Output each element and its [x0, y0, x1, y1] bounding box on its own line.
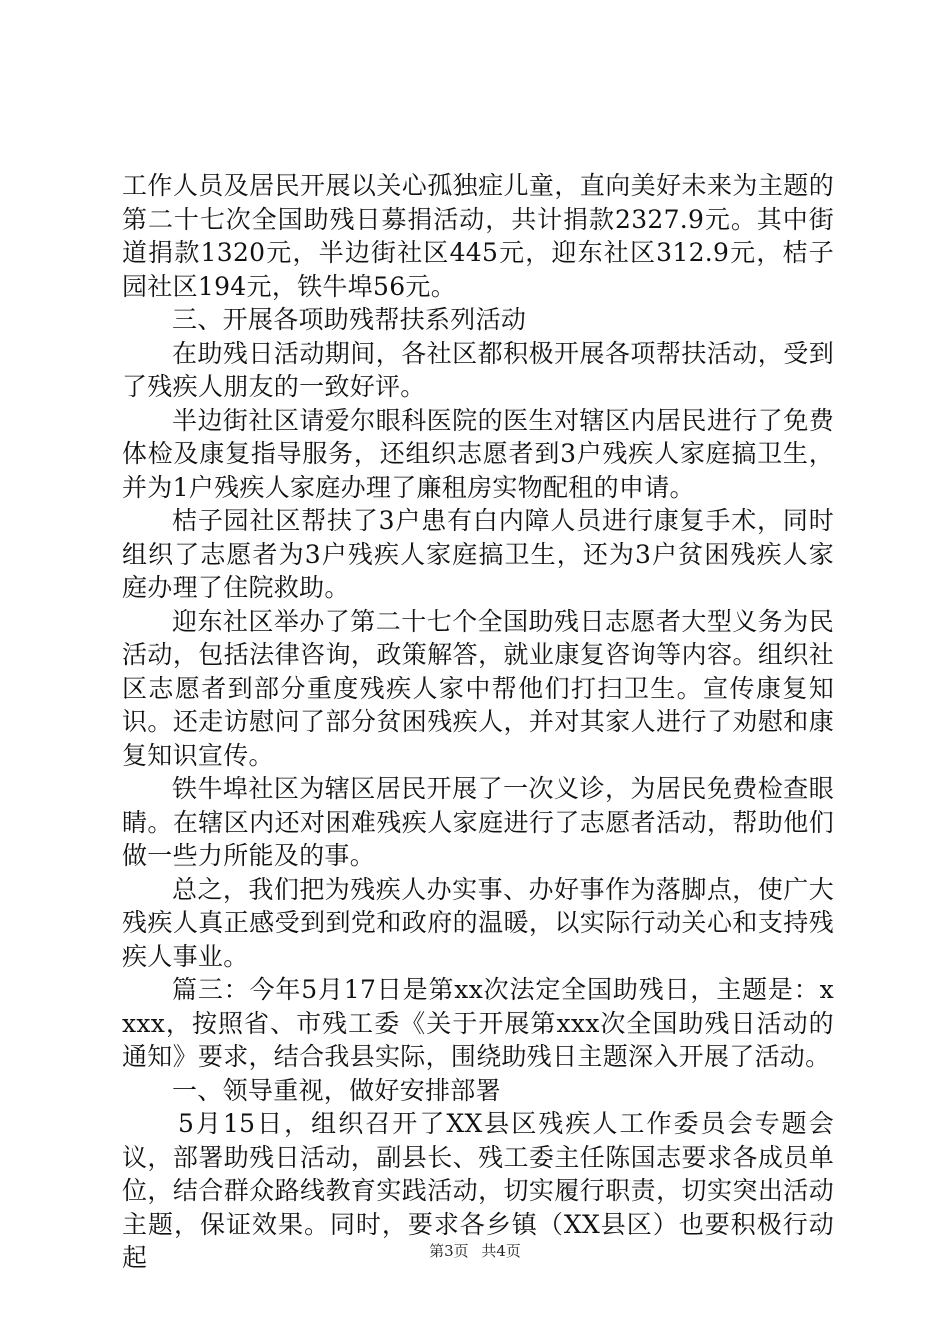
paragraph-meeting: 5月15日，组织召开了XX县区残疾人工作委员会专题会议，部署助残日活动，副县长、残工委主任陈国志要求各成员单位，结合群众路线教育实践活动，切实履行职责，切实突出活动主题，保证效果。同时，要求各乡镇（XX县区）也要积极行动起	[122, 1109, 834, 1272]
section-heading-activities: 三、开展各项助残帮扶系列活动	[172, 305, 527, 334]
paragraph-part-three-intro: 篇三：今年5月17日是第xx次法定全国助残日，主题是：xxxx，按照省、市残工委《关于开展第xxx次全国助残日活动的通知》要求，结合我县实际，围绕助残日主题深入开展了活动。	[122, 975, 834, 1071]
paragraph-conclusion: 总之，我们把为残疾人办实事、办好事作为落脚点，使广大残疾人真正感受到到党和政府的温暖，以实际行动关心和支持残疾人事业。	[122, 874, 834, 971]
paragraph-donation-summary: 工作人员及居民开展以关心孤独症儿童，直向美好未来为主题的第二十七次全国助残日募捐活动，共计捐款2327.9元。其中街道捐款1320元，半边街社区445元，迎东社区312.9元，桔子园社区194元，铁牛埠56元。	[122, 171, 834, 301]
section-heading-leadership: 一、领导重视，做好安排部署	[172, 1075, 501, 1105]
paragraph-juziyuan-community: 桔子园社区帮扶了3户患有白内障人员进行康复手术，同时组织了志愿者为3户残疾人家庭搞卫生，还为3户贫困残疾人家庭办理了住院救助。	[122, 506, 834, 602]
page-number: 第3页	[429, 1242, 469, 1260]
paragraph-tieniubu-community: 铁牛埠社区为辖区居民开展了一次义诊，为居民免费检查眼睛。在辖区内还对困难残疾人家庭进行了志愿者活动，帮助他们做一些力所能及的事。	[122, 774, 834, 870]
document-body	[122, 169, 834, 1275]
paragraph-activity-period: 在助残日活动期间，各社区都积极开展各项帮扶活动，受到了残疾人朋友的一致好评。	[122, 338, 834, 401]
page-total: 共4页	[481, 1242, 521, 1260]
paragraph-yingdong-community: 迎东社区举办了第二十七个全国助残日志愿者大型义务为民活动，包括法律咨询，政策解答，就业康复咨询等内容。组织社区志愿者到部分重度残疾人家中帮他们打扫卫生。宣传康复知识。还走访慰问了部分贫困残疾人，并对其家人进行了劝慰和康复知识宣传。	[122, 606, 834, 770]
page-footer	[0, 1240, 950, 1261]
paragraph-banbianjie-community: 半边街社区请爱尔眼科医院的医生对辖区内居民进行了免费体检及康复指导服务，还组织志愿者到3户残疾人家庭搞卫生，并为1户残疾人家庭办理了廉租房实物配租的申请。	[122, 405, 834, 502]
